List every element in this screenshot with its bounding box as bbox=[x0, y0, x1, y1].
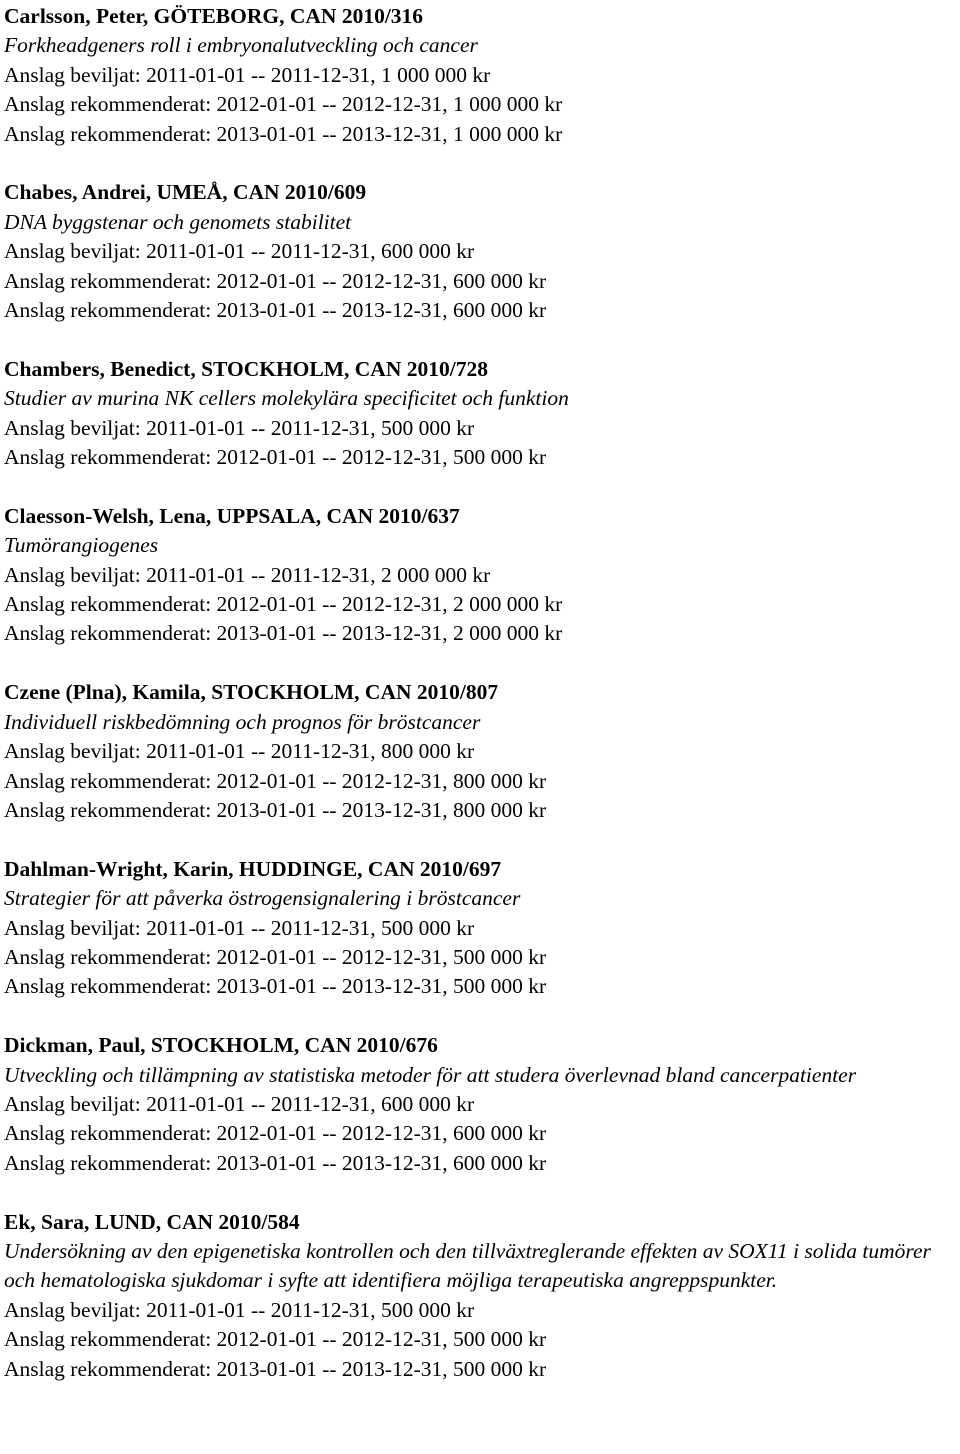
applicant-heading: Chabes, Andrei, UMEÅ, CAN 2010/609 bbox=[4, 180, 367, 205]
grant-line: Anslag rekommenderat: 2012-01-01 -- 2012-12-31, 500 000 kr bbox=[4, 944, 547, 969]
grant-line: Anslag beviljat: 2011-01-01 -- 2011-12-31, 500 000 kr bbox=[4, 1297, 475, 1322]
grant-entry bbox=[4, 1031, 956, 1178]
grant-entry bbox=[4, 355, 956, 473]
project-title: Forkheadgeners roll i embryonalutveckling och cancer bbox=[4, 33, 478, 58]
grant-line: Anslag rekommenderat: 2012-01-01 -- 2012-12-31, 1 000 000 kr bbox=[4, 92, 563, 117]
grant-line: Anslag rekommenderat: 2013-01-01 -- 2013-12-31, 1 000 000 kr bbox=[4, 121, 563, 146]
applicant-heading: Czene (Plna), Kamila, STOCKHOLM, CAN 2010/807 bbox=[4, 680, 499, 705]
grant-line: Anslag beviljat: 2011-01-01 -- 2011-12-31, 2 000 000 kr bbox=[4, 562, 491, 587]
grant-line: Anslag beviljat: 2011-01-01 -- 2011-12-31, 600 000 kr bbox=[4, 239, 475, 264]
project-title: Strategier för att påverka östrogensignalering i bröstcancer bbox=[4, 886, 521, 911]
grant-line: Anslag rekommenderat: 2013-01-01 -- 2013-12-31, 500 000 kr bbox=[4, 1356, 547, 1381]
grant-line: Anslag rekommenderat: 2012-01-01 -- 2012-12-31, 500 000 kr bbox=[4, 1327, 547, 1352]
grant-entry bbox=[4, 855, 956, 1002]
applicant-heading: Claesson-Welsh, Lena, UPPSALA, CAN 2010/637 bbox=[4, 503, 460, 528]
grant-line: Anslag rekommenderat: 2012-01-01 -- 2012-12-31, 500 000 kr bbox=[4, 445, 547, 470]
grant-entry bbox=[4, 502, 956, 649]
grant-list bbox=[4, 2, 956, 1384]
applicant-heading: Chambers, Benedict, STOCKHOLM, CAN 2010/728 bbox=[4, 356, 488, 381]
grant-line: Anslag rekommenderat: 2013-01-01 -- 2013-12-31, 600 000 kr bbox=[4, 1150, 547, 1175]
grant-entry bbox=[4, 2, 956, 149]
applicant-heading: Dickman, Paul, STOCKHOLM, CAN 2010/676 bbox=[4, 1033, 438, 1058]
grant-line: Anslag beviljat: 2011-01-01 -- 2011-12-31, 1 000 000 kr bbox=[4, 62, 491, 87]
project-title: Studier av murina NK cellers molekylära specificitet och funktion bbox=[4, 386, 569, 411]
grant-line: Anslag beviljat: 2011-01-01 -- 2011-12-31, 600 000 kr bbox=[4, 1091, 475, 1116]
applicant-heading: Carlsson, Peter, GÖTEBORG, CAN 2010/316 bbox=[4, 4, 424, 28]
grant-line: Anslag rekommenderat: 2012-01-01 -- 2012-12-31, 600 000 kr bbox=[4, 1121, 547, 1146]
grant-line: Anslag rekommenderat: 2012-01-01 -- 2012-12-31, 2 000 000 kr bbox=[4, 592, 563, 617]
grant-line: Anslag beviljat: 2011-01-01 -- 2011-12-31, 500 000 kr bbox=[4, 915, 475, 940]
grant-line: Anslag rekommenderat: 2013-01-01 -- 2013-12-31, 500 000 kr bbox=[4, 974, 547, 999]
project-title: Individuell riskbedömning och prognos för bröstcancer bbox=[4, 709, 481, 734]
grant-line: Anslag rekommenderat: 2013-01-01 -- 2013-12-31, 2 000 000 kr bbox=[4, 621, 563, 646]
grant-entry bbox=[4, 678, 956, 825]
grant-line: Anslag beviljat: 2011-01-01 -- 2011-12-31, 500 000 kr bbox=[4, 415, 475, 440]
project-title: Tumörangiogenes bbox=[4, 533, 159, 558]
grant-entry bbox=[4, 178, 956, 325]
project-title: DNA byggstenar och genomets stabilitet bbox=[4, 209, 352, 234]
applicant-heading: Ek, Sara, LUND, CAN 2010/584 bbox=[4, 1209, 300, 1234]
project-title: Utveckling och tillämpning av statistiska metoder för att studera överlevnad bland cancerpatienter bbox=[4, 1062, 857, 1087]
grant-line: Anslag rekommenderat: 2013-01-01 -- 2013-12-31, 800 000 kr bbox=[4, 797, 547, 822]
grant-line: Anslag rekommenderat: 2012-01-01 -- 2012-12-31, 800 000 kr bbox=[4, 768, 547, 793]
grant-entry bbox=[4, 1208, 956, 1384]
grant-line: Anslag rekommenderat: 2013-01-01 -- 2013-12-31, 600 000 kr bbox=[4, 298, 547, 323]
grant-line: Anslag rekommenderat: 2012-01-01 -- 2012-12-31, 600 000 kr bbox=[4, 268, 547, 293]
project-title: Undersökning av den epigenetiska kontrollen och den tillväxtreglerande effekten av SOX11 i solida tumörer och hematologiska sjukdomar i syfte att identifiera möjliga terapeutiska angreppspunkter. bbox=[4, 1238, 931, 1293]
applicant-heading: Dahlman-Wright, Karin, HUDDINGE, CAN 2010/697 bbox=[4, 856, 502, 881]
grant-line: Anslag beviljat: 2011-01-01 -- 2011-12-31, 800 000 kr bbox=[4, 739, 475, 764]
